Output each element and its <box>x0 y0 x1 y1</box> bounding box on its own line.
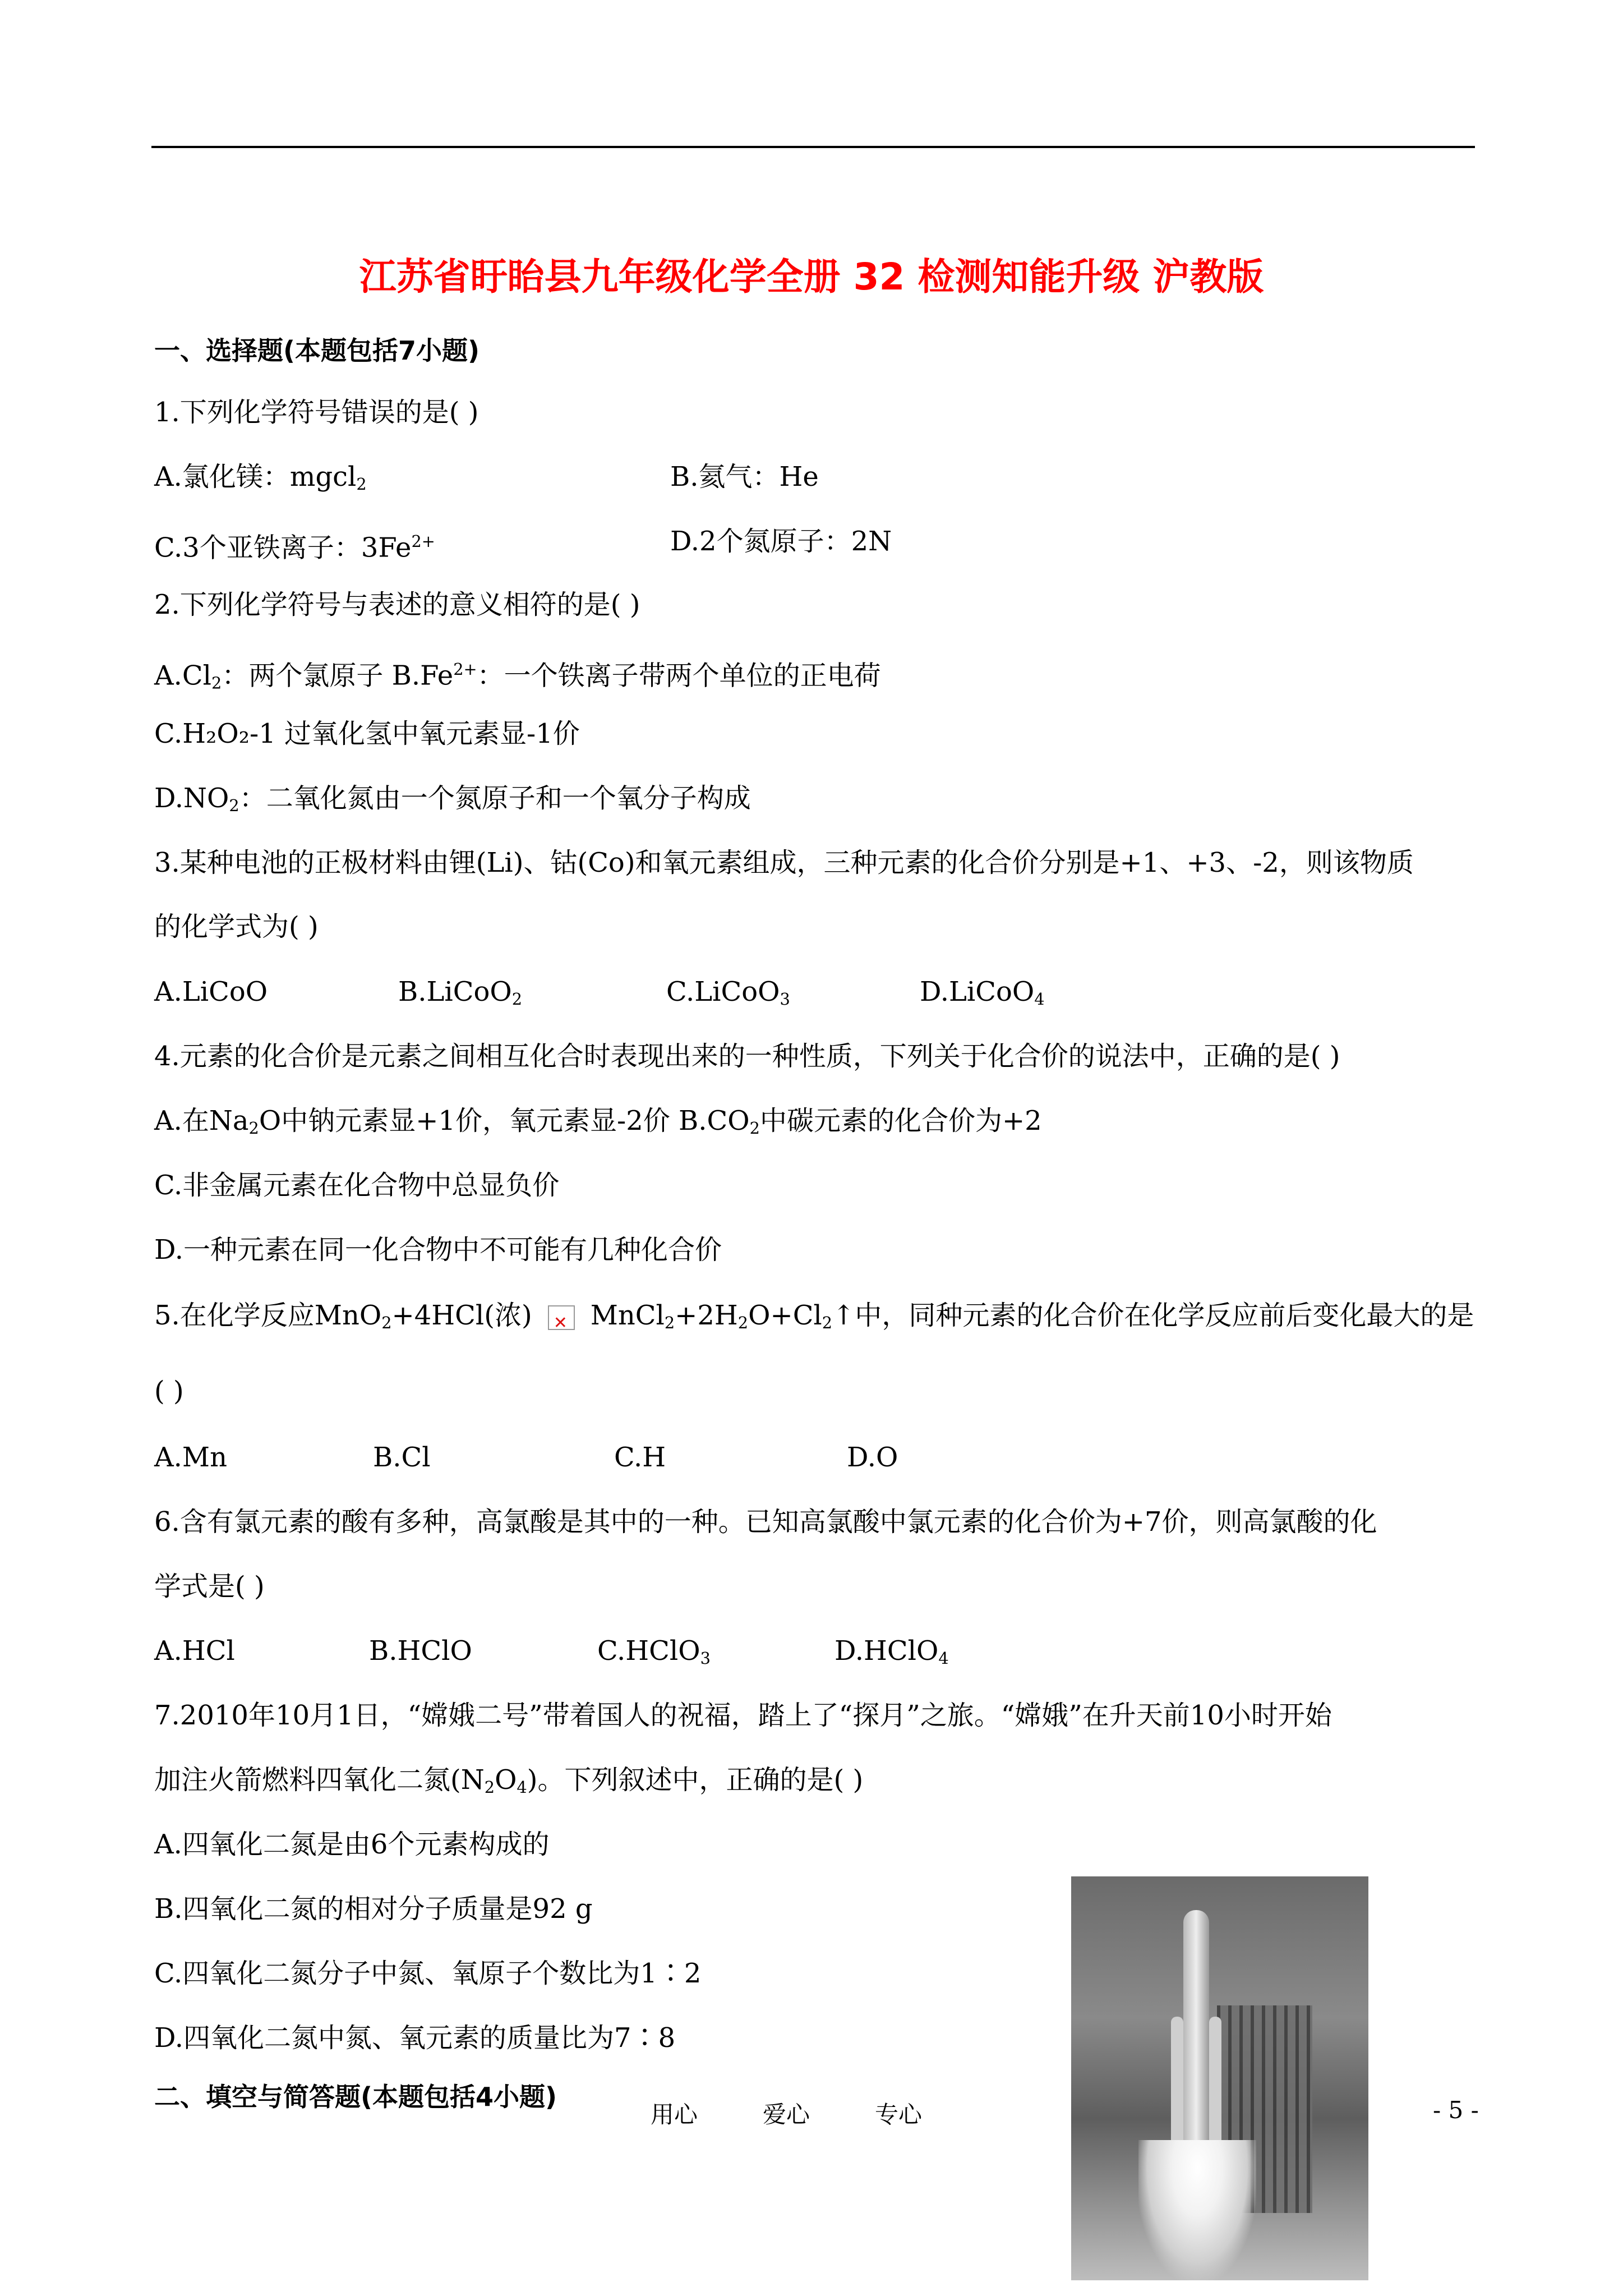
footer-motto-2: 爱心 <box>763 2101 810 2128</box>
q1-option-b: B.氦气：He <box>670 461 819 493</box>
q7-option-d: D.四氧化二氮中氮、氧元素的质量比为7∶8 <box>154 2022 676 2054</box>
rocket-booster-left <box>1171 2017 1183 2146</box>
q2-option-d: $D.NO_2$：二氧化氮由一个氮原子和一个氧分子构成 <box>154 783 751 816</box>
q5-paren: ( ) <box>154 1375 184 1407</box>
q6-option-b: B.HClO <box>369 1635 472 1667</box>
section-1-heading: 一、选择题(本题包括7小题) <box>154 335 480 366</box>
footer-motto-3: 专心 <box>875 2101 923 2128</box>
q4-option-a-b: A.在$Na_2O$中钠元素显+1价，氧元素显-2价 $B.CO_2$中碳元素的化合价为+2 <box>154 1105 1042 1138</box>
page-number: - 5 - <box>1433 2096 1479 2124</box>
q6-option-a: A.HCl <box>154 1635 235 1667</box>
rocket-body <box>1183 1910 1209 2146</box>
section-2-heading: 二、填空与简答题(本题包括4小题) <box>154 2082 557 2112</box>
q4-option-d: D.一种元素在同一化合物中不可能有几种化合价 <box>154 1234 722 1266</box>
q1-option-a: A.氯化镁：mgcl$_2$ <box>154 461 367 494</box>
q3-option-d: D.LiCoO$_4$ <box>920 976 1045 1009</box>
q4-option-c: C.非金属元素在化合物中总显负价 <box>154 1170 560 1201</box>
q3-option-b: B.LiCoO$_2$ <box>398 976 523 1009</box>
q6-stem-line2: 学式是( ) <box>154 1571 265 1602</box>
broken-image-icon <box>548 1305 575 1330</box>
q7-option-a: A.四氧化二氮是由6个元素构成的 <box>154 1829 550 1860</box>
q5-option-a: A.Mn <box>154 1442 227 1473</box>
q3-stem-line2: 的化学式为( ) <box>154 911 319 942</box>
q6-option-d: D.HClO$_4$ <box>834 1635 949 1668</box>
q3-option-c: C.LiCoO$_3$ <box>666 976 790 1009</box>
q1-option-c: C.3个亚铁离子：$3Fe^{2+}$ <box>154 532 435 564</box>
q3-option-a: A.LiCoO <box>154 976 268 1007</box>
q7-option-b: B.四氧化二氮的相对分子质量是92 g <box>154 1893 593 1925</box>
q2-option-a-b: $A.Cl_2$：两个氯原子 $B.Fe^{2+}$：一个铁离子带两个单位的正电荷 <box>154 660 881 693</box>
q1-option-d: D.2个氮原子：2N <box>670 526 892 557</box>
rocket-launch-photo <box>1071 1876 1368 2280</box>
q3-stem-line1: 3.某种电池的正极材料由锂(Li)、钴(Co)和氧元素组成，三种元素的化合价分别是+1、+3、-2，则该物质 <box>154 847 1414 878</box>
rocket-booster-right <box>1209 2017 1221 2146</box>
q7-option-c: C.四氧化二氮分子中氮、氧原子个数比为1∶2 <box>154 1958 702 1989</box>
q2-option-c: C.H₂O₂-1 过氧化氢中氧元素显-1价 <box>154 718 580 749</box>
header-rule <box>151 146 1475 148</box>
q5-stem: 5.在化学反应MnO$_2$+4HCl(浓)✕ $MnCl_2+2H_2O+Cl_2↑$中，同种元素的化合价在化学反应前后变化最大的是 <box>154 1299 1474 1340</box>
q1-stem: 1.下列化学符号错误的是( ) <box>154 397 479 428</box>
q4-stem: 4.元素的化合价是元素之间相互化合时表现出来的一种性质，下列关于化合价的说法中，正确的是( ) <box>154 1041 1340 1072</box>
q6-stem-line1: 6.含有氯元素的酸有多种，高氯酸是其中的一种。已知高氯酸中氯元素的化合价为+7价，则高氯酸的化 <box>154 1506 1377 1538</box>
q7-stem-line2: 加注火箭燃料四氧化二氮$(N_2O_4)$。下列叙述中，正确的是( ) <box>154 1764 864 1797</box>
q5-option-b: B.Cl <box>373 1442 431 1473</box>
q6-option-c: C.HClO$_3$ <box>597 1635 711 1668</box>
q5-option-d: D.O <box>847 1442 898 1473</box>
rocket-exhaust <box>1138 2140 1256 2280</box>
footer-motto-1: 用心 <box>651 2101 698 2128</box>
q2-stem: 2.下列化学符号与表述的意义相符的是( ) <box>154 589 640 620</box>
q7-stem-line1: 7.2010年10月1日，“嫦娥二号”带着国人的祝福，踏上了“探月”之旅。“嫦娥”在升天前10小时开始 <box>154 1700 1332 1731</box>
q5-option-c: C.H <box>614 1442 666 1473</box>
document-title: 江苏省盱眙县九年级化学全册 32 检测知能升级 沪教版 <box>359 255 1264 298</box>
